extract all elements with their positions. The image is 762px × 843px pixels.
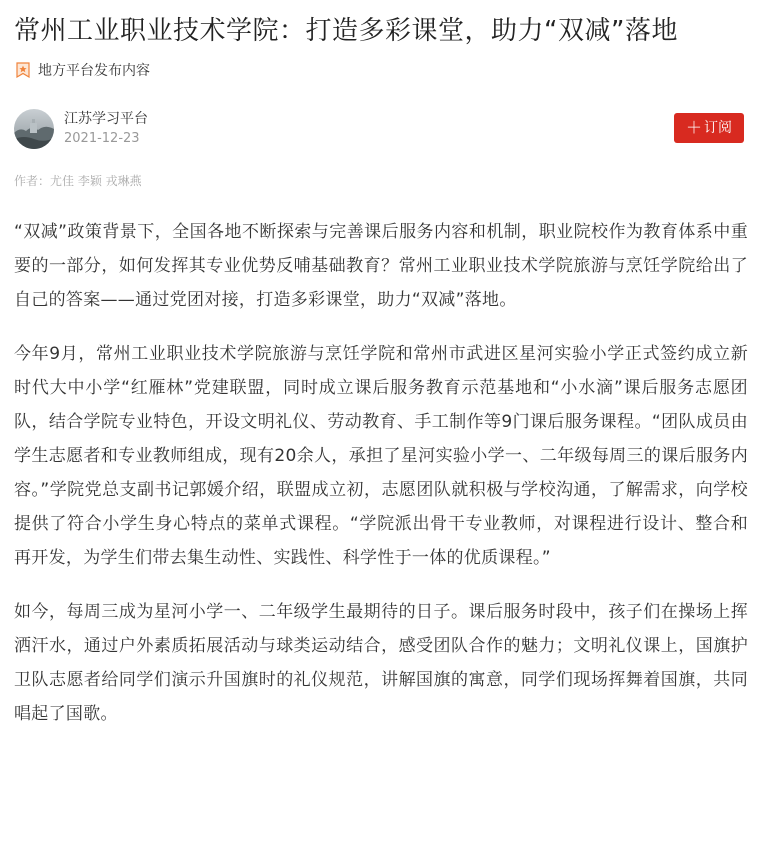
subscribe-label: 订阅 — [704, 120, 732, 136]
avatar[interactable] — [14, 109, 54, 149]
author-name[interactable]: 江苏学习平台 — [64, 111, 148, 127]
article-body — [14, 215, 748, 731]
article-title: 常州工业职业技术学院：打造多彩课堂，助力“双减”落地 — [14, 16, 678, 46]
avatar-image — [14, 109, 54, 149]
publish-date: 2021-12-23 — [64, 131, 140, 146]
byline-prefix: 作者： — [14, 174, 51, 188]
byline-names: 尤佳 李颖 戎琳燕 — [50, 174, 142, 188]
source-label: 地方平台发布内容 — [38, 63, 150, 79]
paragraph: “双减”政策背景下，全国各地不断探索与完善课后服务内容和机制，职业院校作为教育体系中重要的一部分，如何发挥其专业优势反哺基础教育？常州工业职业技术学院旅游与烹饪学院给出了自己的答案——通过党团对接，打造多彩课堂，助力“双减”落地。 — [14, 222, 748, 310]
source-row — [14, 60, 748, 80]
subscribe-button[interactable] — [674, 113, 744, 143]
author-row — [14, 107, 748, 151]
author-meta — [64, 110, 148, 148]
byline — [14, 173, 748, 189]
paragraph: 今年9月，常州工业职业技术学院旅游与烹饪学院和常州市武进区星河实验小学正式签约成立新时代大中小学“红雁林”党建联盟，同时成立课后服务教育示范基地和“小水滴”课后服务志愿团队，结合学院专业特色，开设文明礼仪、劳动教育、手工制作等9门课后服务课程。“团队成员由学生志愿者和专业教师组成，现有20余人，承担了星河实验小学一、二年级每周三的课后服务内容。”学院党总支副书记郭媛介绍，联盟成立初，志愿团队就积极与学校沟通，了解需求，向学校提供了符合小学生身心特点的菜单式课程。“学院派出骨干专业教师，对课程进行设计、整合和再开发，为学生们带去集生动性、实践性、科学性于一体的优质课程。” — [14, 344, 748, 568]
bookmark-star-icon — [15, 62, 31, 78]
paragraph: 如今，每周三成为星河小学一、二年级学生最期待的日子。课后服务时段中，孩子们在操场上挥洒汗水，通过户外素质拓展活动与球类运动结合，感受团队合作的魅力；文明礼仪课上，国旗护卫队志愿者给同学们演示升国旗时的礼仪规范，讲解国旗的寓意，同学们现场挥舞着国旗，共同唱起了国歌。 — [14, 602, 748, 724]
plus-icon: ＋ — [685, 118, 702, 137]
